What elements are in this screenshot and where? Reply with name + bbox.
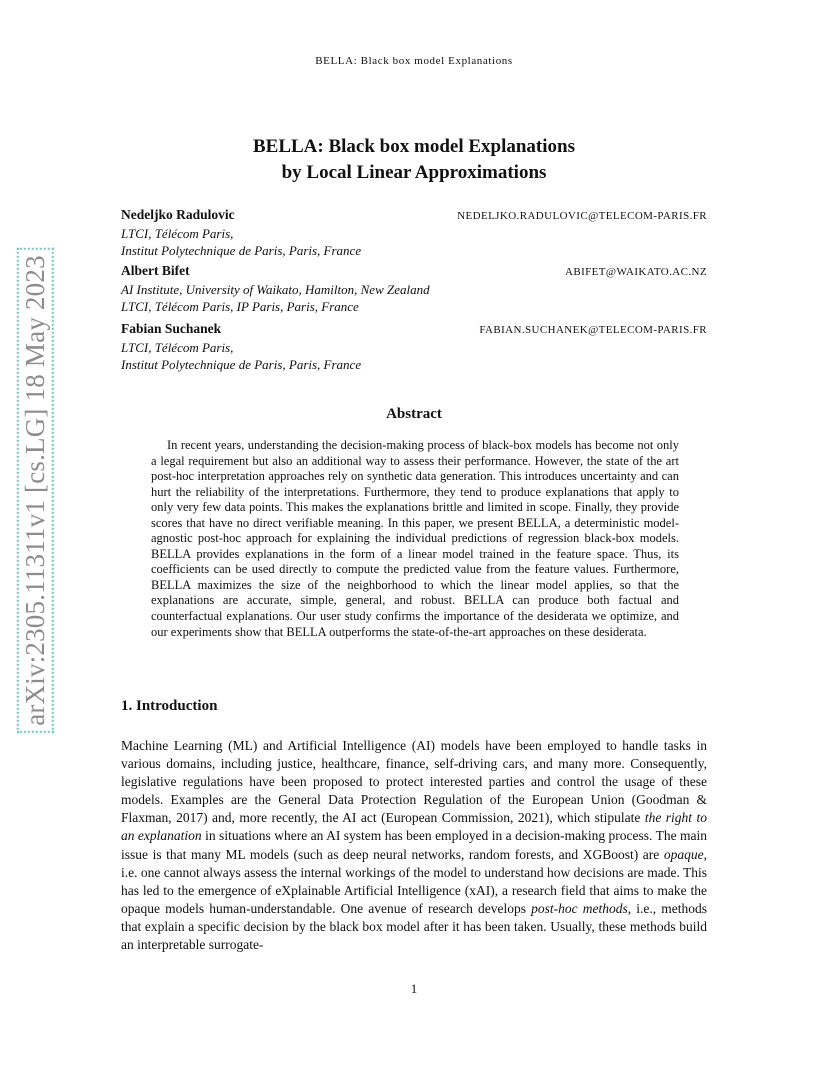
introduction-body (121, 737, 707, 954)
author-affiliation: LTCI, Télécom Paris, (121, 226, 234, 241)
author-affiliation: Institut Polytechnique de Paris, Paris, France (121, 357, 362, 372)
intro-emphasis: opaque (663, 846, 704, 862)
author-name: Albert Bifet (121, 263, 190, 278)
intro-text: Machine Learning (ML) and Artificial Intelligence (AI) models have been employed to handle tasks in various domains, including justice, healthcare, finance, self-driving cars, and many more. Consequently, legislative regulations have been proposed to protect interested parties and control the usage of these models. Examples are the General Data Protection Regulation of the European Union (Goodman & Flaxman, 2017) and, more recently, the AI act (European Commission, 2021), which stipulate (121, 738, 707, 826)
intro-text: , i.e., methods that explain a specific decision by the black box model after it has been taken. Usually, these methods build an interpretable surrogate- (121, 900, 707, 953)
abstract-heading: Abstract (386, 406, 442, 422)
author-name: Fabian Suchanek (121, 321, 222, 336)
author-email: NEDELJKO.RADULOVIC@TELECOM-PARIS.FR (457, 210, 707, 222)
author-affiliation: LTCI, Télécom Paris, (121, 340, 234, 355)
intro-emphasis: the right to an explanation (121, 810, 707, 844)
abstract-text: In recent years, understanding the decision-making process of black-box models has become not only a legal requirement but also an additional way to assess their performance. However, the state of the art post-hoc interpretation approaches rely on synthetic data generation. This introduces uncertainty and can hurt the reliability of the interpretations. Furthermore, they tend to produce explanations that apply to only very few data points. This makes the explanations brittle and limited in scope. Finally, they provide scores that have no direct verifiable meaning. In this paper, we present BELLA, a deterministic model-agnostic post-hoc approach for explaining the individual predictions of regression black-box models. BELLA provides explanations in the form of a linear model trained in the feature space. Thus, its coefficients can be used directly to compute the predicted value from the feature values. Furthermore, BELLA maximizes the size of the neighborhood to which the linear model applies, so that the explanations are accurate, simple, general, and robust. BELLA can produce both factual and counterfactual explanations. Our user study confirms the importance of the desiderata we optimize, and our experiments show that BELLA outperforms the state-of-the-art approaches on these desiderata. (151, 438, 679, 639)
page-number: 1 (410, 981, 418, 996)
author-block-3 (121, 320, 707, 373)
intro-emphasis: post-hoc methods (531, 900, 628, 916)
arxiv-id: arXiv:2305.11311v1 [cs.LG] 18 May 2023 (17, 248, 54, 733)
abstract-body (151, 438, 679, 640)
introduction-paragraph (121, 737, 707, 954)
intro-text: , i.e. one cannot always assess the internal workings of the model to understand how decisions are made. This has led to the emergence of eXplainable Artificial Intelligence (xAI), a research field that aims to make the opaque models human-understandable. One avenue of research develops (121, 846, 707, 916)
title-line-2: by Local Linear Approximations (281, 162, 547, 183)
running-head: BELLA: Black box model Explanations (315, 55, 513, 67)
title-line-1: BELLA: Black box model Explanations (252, 136, 576, 157)
intro-text: in situations where an AI system has been employed in a decision-making process. The main issue is that many ML models (such as deep neural networks, random forests, and XGBoost) are (121, 828, 707, 862)
author-affiliation: Institut Polytechnique de Paris, Paris, France (121, 243, 362, 258)
author-email: FABIAN.SUCHANEK@TELECOM-PARIS.FR (479, 324, 707, 336)
paper-title (0, 134, 828, 186)
arxiv-stamp (19, 245, 50, 735)
author-email: ABIFET@WAIKATO.AC.NZ (565, 266, 707, 278)
author-affiliation: LTCI, Télécom Paris, IP Paris, Paris, France (121, 299, 359, 314)
author-block-1 (121, 206, 707, 259)
author-block-2 (121, 262, 707, 315)
section-heading-introduction: 1. Introduction (121, 698, 218, 714)
author-affiliation: AI Institute, University of Waikato, Hamilton, New Zealand (121, 282, 430, 297)
author-name: Nedeljko Radulovic (121, 207, 235, 222)
